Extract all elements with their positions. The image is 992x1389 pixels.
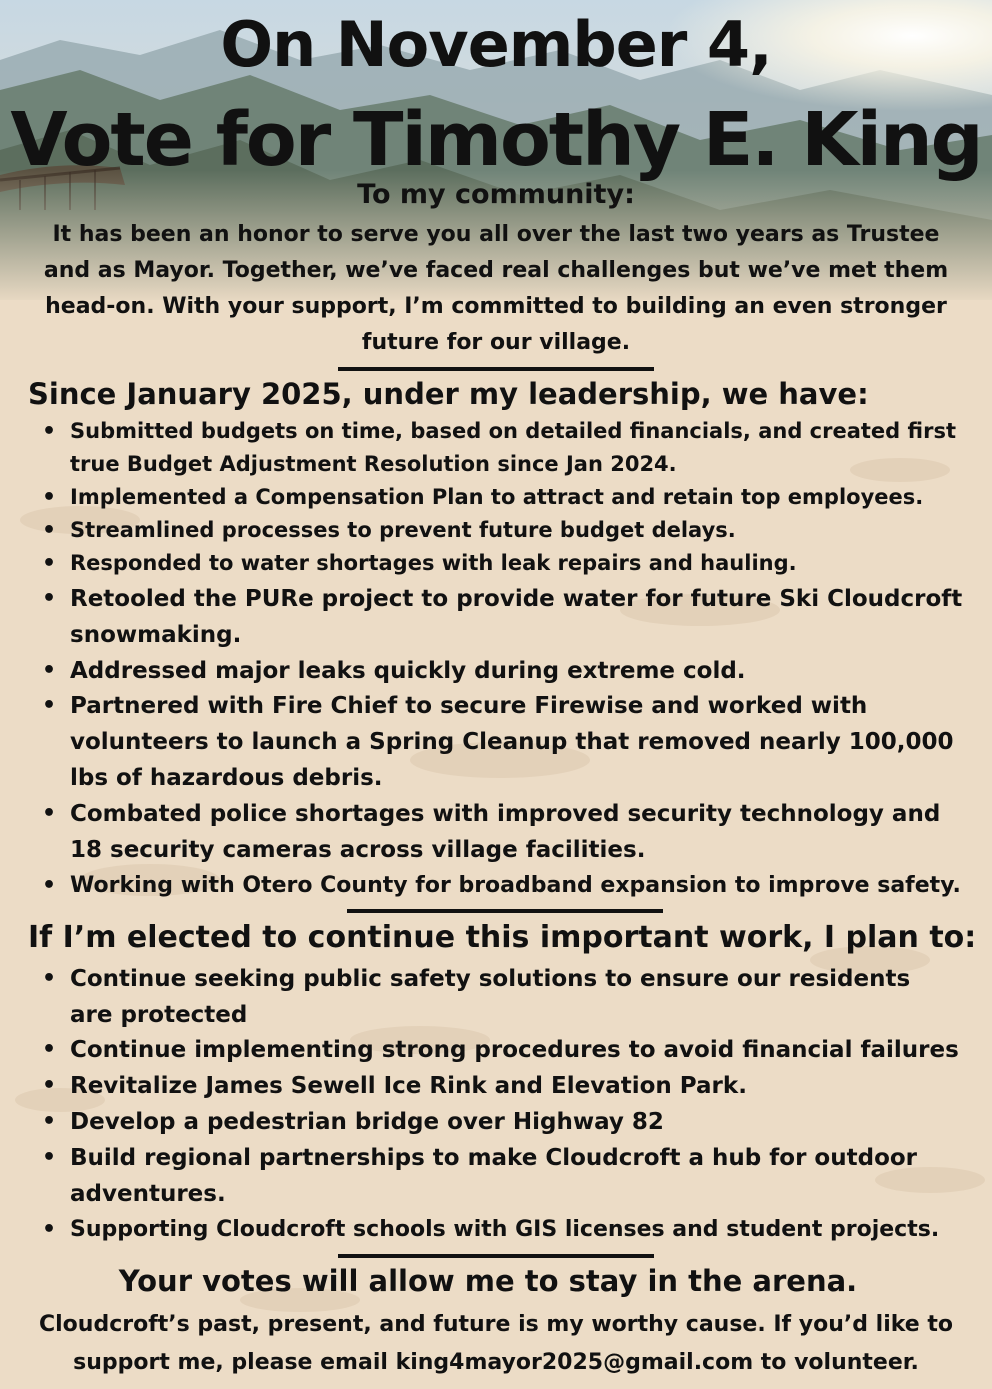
list-item: • Addressed major leaks quickly during extreme cold. bbox=[40, 653, 970, 689]
closing-text: Cloudcroft’s past, present, and future is my worthy cause. If you’d like to support me, please email king4mayor2025@gmail.com to volunteer. bbox=[38, 1312, 954, 1375]
list-item: • Partnered with Fire Chief to secure Firewise and worked with volunteers to launch a Spring Cleanup that removed nearly 100,000 lbs of hazardous debris. bbox=[40, 688, 970, 796]
divider bbox=[347, 909, 663, 913]
list-item: • Responded to water shortages with leak repairs and hauling. bbox=[40, 547, 970, 580]
letter-intro: It has been an honor to serve you all over the last two years as Trustee and as Mayor. Together, we’ve faced real challenges but we’ve met them head-on. With your support, I’m committed to building an even stronger future for our village. bbox=[43, 222, 949, 355]
list-item: • Combated police shortages with improved security technology and 18 security cameras across village facilities. bbox=[40, 796, 970, 868]
accomplishments-heading: Since January 2025, under my leadership, we have: bbox=[28, 377, 869, 411]
list-item: • Continue implementing strong procedures to avoid financial failures bbox=[40, 1032, 970, 1068]
list-item: • Retooled the PURe project to provide water for future Ski Cloudcroft snowmaking. bbox=[40, 581, 970, 653]
list-item: • Build regional partnerships to make Cloudcroft a hub for outdoor adventures. bbox=[40, 1140, 920, 1212]
list-item: • Revitalize James Sewell Ice Rink and Elevation Park. bbox=[40, 1068, 970, 1104]
closing-heading: Your votes will allow me to stay in the arena. bbox=[118, 1264, 858, 1298]
headline-vote: Vote for Timothy E. King bbox=[10, 97, 982, 183]
divider bbox=[338, 1254, 654, 1258]
divider bbox=[338, 367, 654, 371]
plans-heading: If I’m elected to continue this important work, I plan to: bbox=[28, 920, 977, 955]
letter-salutation: To my community: bbox=[357, 179, 635, 210]
list-item: • Working with Otero County for broadband expansion to improve safety. bbox=[40, 868, 985, 904]
list-item: • Supporting Cloudcroft schools with GIS licenses and student projects. bbox=[40, 1212, 985, 1248]
headline-date: On November 4, bbox=[220, 8, 772, 81]
list-item: • Continue seeking public safety solutions to ensure our residents are protected bbox=[40, 961, 940, 1033]
list-item: • Submitted budgets on time, based on detailed financials, and created first true Budget Adjustment Resolution since Jan 2024. bbox=[40, 415, 970, 481]
list-item: • Develop a pedestrian bridge over Highway 82 bbox=[40, 1104, 970, 1140]
list-item: • Implemented a Compensation Plan to attract and retain top employees. bbox=[40, 481, 970, 514]
list-item: • Streamlined processes to prevent future budget delays. bbox=[40, 514, 970, 547]
